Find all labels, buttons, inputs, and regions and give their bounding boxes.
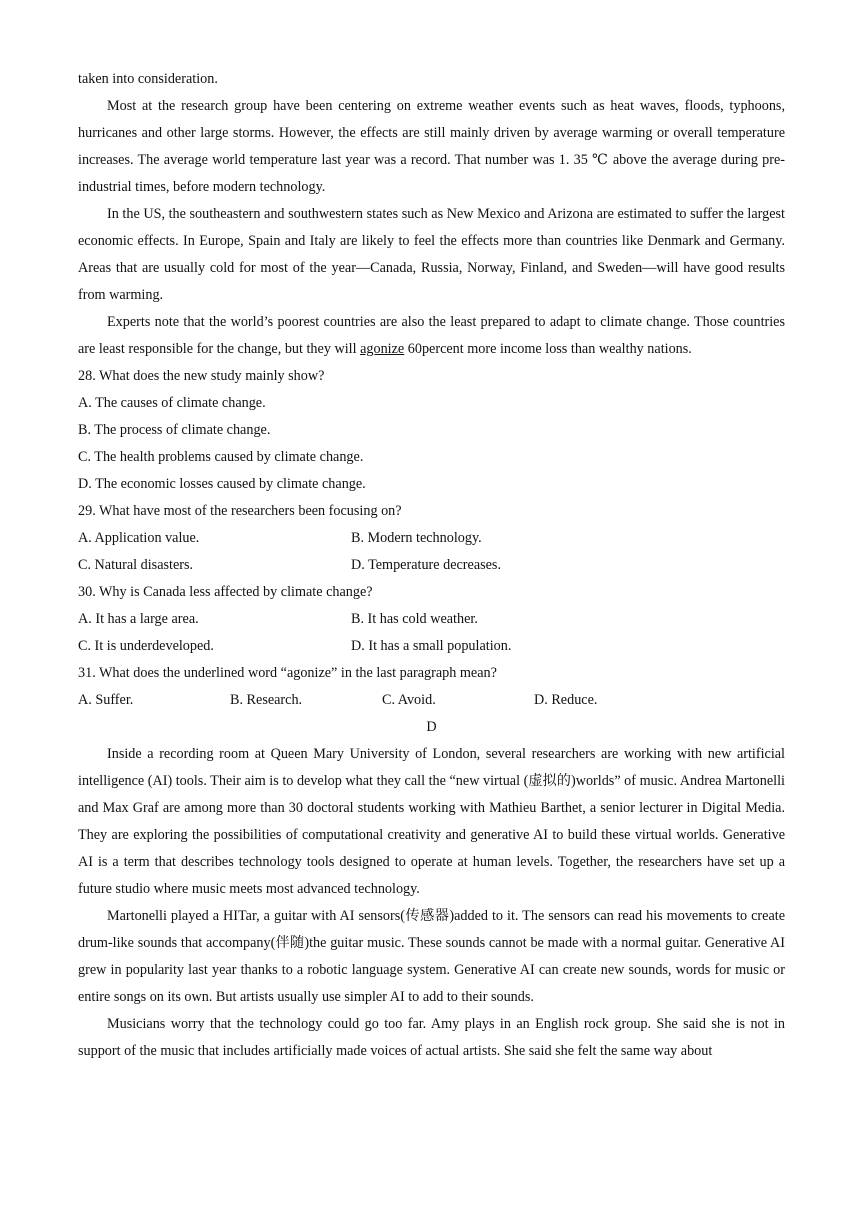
question-stem: 29. What have most of the researchers been focusing on?: [78, 503, 402, 519]
paragraph-4-text-before: Experts note that the world’s poorest countries are also the least prepared to adapt to climate change. Those countries are least responsible for the change, but they will: [78, 314, 785, 357]
option-row: [78, 552, 785, 579]
option-b[interactable]: B. The process of climate change.: [78, 422, 271, 438]
paragraph-4-text-after: 60percent more income loss than wealthy nations.: [404, 341, 692, 357]
passage-d-heading: D: [426, 719, 437, 735]
option-c[interactable]: C. Avoid.: [382, 692, 436, 708]
option-a[interactable]: A. The causes of climate change.: [78, 395, 266, 411]
option-row: [78, 606, 785, 633]
question-stem: 31. What does the underlined word “agonize” in the last paragraph mean?: [78, 665, 497, 681]
option-b[interactable]: B. Modern technology.: [351, 530, 482, 546]
question-stem: 28. What does the new study mainly show?: [78, 368, 325, 384]
passage-c-paragraph-3: In the US, the southeastern and southwestern states such as New Mexico and Arizona are estimated to suffer the largest economic effects. In Europe, Spain and Italy are likely to feel the effects more than countries like Denmark and Germany. Areas that are usually cold for most of the year—Canada, Russia, Norway, Finland, and Sweden—will have good results from warming.: [78, 206, 785, 303]
passage-c-paragraph-4: [78, 309, 785, 363]
passage-d-paragraph-2: Martonelli played a HITar, a guitar with AI sensors(传感器)added to it. The sensors can read his movements to create drum-like sounds that accompany(伴随)the guitar music. These sounds cannot be made with a normal guitar. Generative AI grew in popularity last year thanks to a robotic language system. Generative AI can create new sounds, words for music or entire songs on its own. But artists usually use simpler AI to add to their sounds.: [78, 908, 785, 1005]
option-a[interactable]: A. Suffer.: [78, 692, 134, 708]
option-c[interactable]: C. Natural disasters.: [78, 557, 194, 573]
option-a[interactable]: A. It has a large area.: [78, 611, 199, 627]
option-a[interactable]: A. Application value.: [78, 530, 200, 546]
question-28: [78, 363, 785, 498]
option-d[interactable]: D. The economic losses caused by climate change.: [78, 476, 366, 492]
passage-d-paragraph-1: Inside a recording room at Queen Mary University of London, several researchers are working with new artificial intelligence (AI) tools. Their aim is to develop what they call the “new virtual (虚拟的)worlds” of music. Andrea Martonelli and Max Graf are among more than 30 doctoral students working with Mathieu Barthet, a senior lecturer in Digital Media. They are exploring the possibilities of computational creativity and generative AI to build these virtual worlds. Generative AI is a term that describes technology tools designed to operate at human levels. Together, the researchers have set up a future studio where music meets most advanced technology.: [78, 746, 785, 897]
option-c[interactable]: C. The health problems caused by climate change.: [78, 449, 364, 465]
option-row: [78, 525, 785, 552]
option-c[interactable]: C. It is underdeveloped.: [78, 638, 214, 654]
option-row: [78, 687, 785, 714]
passage-c-continuation: taken into consideration.: [78, 71, 218, 87]
question-30: [78, 579, 785, 660]
option-b[interactable]: B. Research.: [230, 692, 303, 708]
question-29: [78, 498, 785, 579]
underlined-word-agonize: agonize: [360, 341, 405, 357]
option-d[interactable]: D. Reduce.: [534, 692, 598, 708]
question-stem: 30. Why is Canada less affected by climate change?: [78, 584, 373, 600]
option-d[interactable]: D. It has a small population.: [351, 638, 512, 654]
option-d[interactable]: D. Temperature decreases.: [351, 557, 501, 573]
option-row: [78, 633, 785, 660]
option-b[interactable]: B. It has cold weather.: [351, 611, 478, 627]
question-31: [78, 660, 785, 714]
passage-d-paragraph-3: Musicians worry that the technology could go too far. Amy plays in an English rock group. She said she is not in support of the music that includes artificially made voices of actual artists. She said she felt the same way about: [78, 1016, 785, 1059]
passage-c-paragraph-2: Most at the research group have been centering on extreme weather events such as heat waves, floods, typhoons, hurricanes and other large storms. However, the effects are still mainly driven by average warming or overall temperature increases. The average world temperature last year was a record. That number was 1. 35 ℃ above the average during pre-industrial times, before modern technology.: [78, 98, 785, 195]
document-page: [78, 66, 785, 1065]
